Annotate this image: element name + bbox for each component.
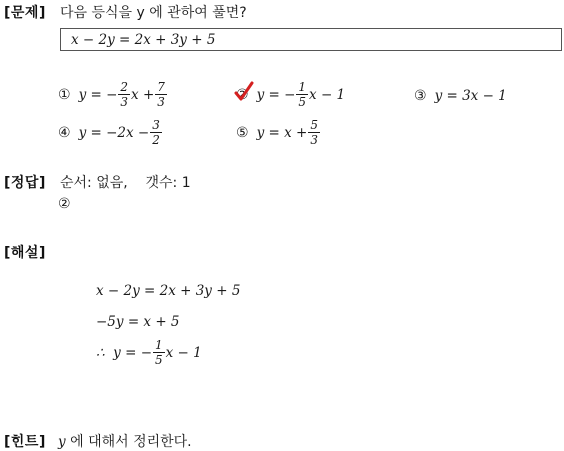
given-equation: x − 2y = 2x + 3y + 5 [71,32,216,48]
choice-number: ④ [58,124,71,141]
fraction [153,338,165,367]
frac-denominator: 3 [157,95,165,109]
hint-body: 에 대해서 정리한다. [65,434,192,450]
fraction [150,118,162,147]
answer-label: [정답] [4,175,46,191]
expr-part: y = − [256,86,296,103]
choice-expression [257,80,346,109]
fraction [118,80,130,109]
choice-expression [79,80,168,109]
choice-number: ① [58,86,71,103]
choice-number-text: ② [236,86,249,103]
choice-5[interactable] [236,118,321,147]
frac-numerator: 1 [298,80,307,94]
choice-number [236,87,249,103]
expr-part: x − 1 [309,86,346,103]
answer-line: 순서: 없음, 갯수: 1 [60,175,191,191]
hint-variable: y [58,434,66,450]
choice-4[interactable] [58,118,163,147]
question-text: 다음 등식을 y 에 관하여 풀면? [60,5,247,21]
explanation-step-2: −5y = x + 5 [96,314,180,330]
answer-value: ② [58,196,71,212]
frac-numerator: 2 [120,80,129,94]
given-equation-box [60,28,562,51]
frac-denominator: 3 [310,133,318,147]
choice-expression: y = 3x − 1 [434,88,507,104]
choice-expression [257,118,321,147]
frac-denominator: 5 [155,353,163,367]
choice-3[interactable] [414,88,507,104]
frac-numerator: 1 [155,338,163,352]
expr-part: y = x + [256,124,308,141]
frac-denominator: 2 [152,133,160,147]
fraction [308,118,320,147]
explanation-step-3 [96,338,202,367]
hint-text [58,431,192,451]
frac-numerator: 3 [152,118,160,132]
choice-expression [79,118,163,147]
fraction [155,80,167,109]
problem-label: [문제] [4,5,46,21]
frac-numerator: 7 [157,80,165,94]
expr-part: y = −2x − [78,124,150,141]
choice-number: ⑤ [236,124,249,141]
frac-denominator: 3 [120,95,129,109]
expr-part: x + [131,86,155,103]
explanation-step-1: x − 2y = 2x + 3y + 5 [96,283,241,299]
frac-denominator: 5 [298,95,307,109]
expr-part: x − 1 [165,344,202,361]
check-mark-icon [234,81,254,103]
choice-1[interactable] [58,80,168,109]
choice-number: ③ [414,88,427,104]
choice-2[interactable] [236,80,345,109]
explanation-label: [해설] [4,245,46,261]
expr-part: ∴ y = − [96,344,153,361]
frac-numerator: 5 [310,118,318,132]
hint-label: [힌트] [4,434,46,450]
fraction [296,80,308,109]
expr-part: y = − [78,86,118,103]
